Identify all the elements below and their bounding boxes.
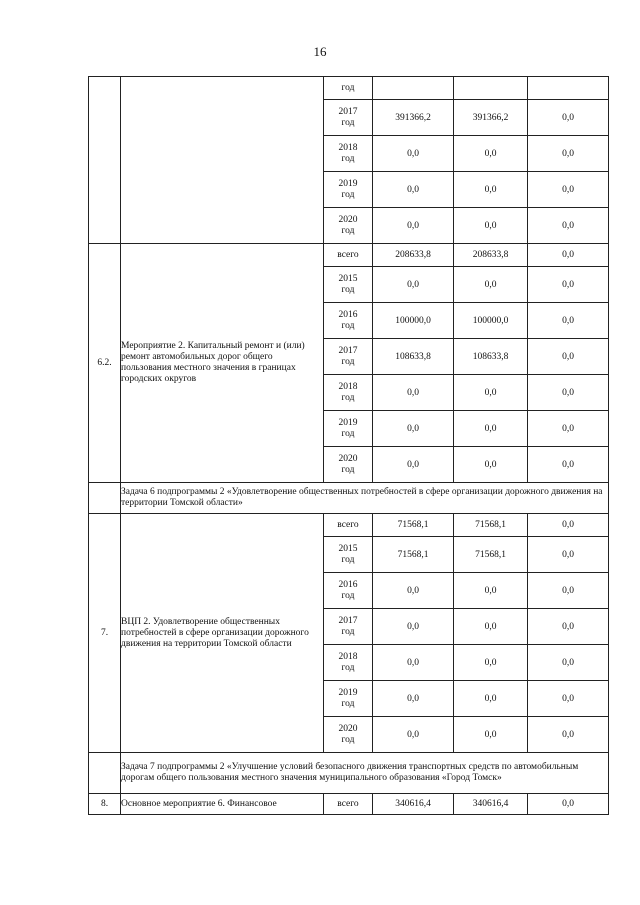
value-total — [373, 77, 454, 100]
item-name — [121, 77, 324, 244]
value-source-1: 0,0 — [454, 375, 528, 411]
value-total: 71568,1 — [373, 537, 454, 573]
value-source-1: 0,0 — [454, 681, 528, 717]
budget-table — [88, 76, 609, 815]
value-source-2: 0,0 — [528, 100, 609, 136]
value-source-2: 0,0 — [528, 208, 609, 244]
period-cell: 2017 год — [324, 100, 373, 136]
period-cell: 2019 год — [324, 411, 373, 447]
value-source-1: 71568,1 — [454, 514, 528, 537]
value-total: 108633,8 — [373, 339, 454, 375]
table-row — [89, 244, 609, 267]
value-source-1: 340616,4 — [454, 794, 528, 815]
period-cell: 2017 год — [324, 339, 373, 375]
value-total: 0,0 — [373, 208, 454, 244]
budget-table-body — [89, 77, 609, 815]
empty-cell — [89, 753, 121, 794]
period-cell: всего — [324, 794, 373, 815]
period-cell: 2016 год — [324, 303, 373, 339]
value-total: 0,0 — [373, 573, 454, 609]
table-row — [89, 77, 609, 100]
value-total: 391366,2 — [373, 100, 454, 136]
value-total: 208633,8 — [373, 244, 454, 267]
value-total: 0,0 — [373, 267, 454, 303]
value-source-2: 0,0 — [528, 717, 609, 753]
value-source-1: 100000,0 — [454, 303, 528, 339]
value-total: 0,0 — [373, 172, 454, 208]
item-number: 8. — [89, 794, 121, 815]
period-cell: 2020 год — [324, 717, 373, 753]
value-total: 0,0 — [373, 136, 454, 172]
item-number: 7. — [89, 514, 121, 753]
value-source-2 — [528, 77, 609, 100]
value-source-2: 0,0 — [528, 411, 609, 447]
value-source-2: 0,0 — [528, 645, 609, 681]
period-cell: всего — [324, 244, 373, 267]
value-total: 0,0 — [373, 609, 454, 645]
value-source-2: 0,0 — [528, 537, 609, 573]
value-source-1: 0,0 — [454, 172, 528, 208]
value-source-2: 0,0 — [528, 447, 609, 483]
value-total: 340616,4 — [373, 794, 454, 815]
item-name: Мероприятие 2. Капитальный ремонт и (или) ремонт автомобильных дорог общего пользования местного значения в границах городских округов — [121, 244, 324, 483]
task-heading: Задача 7 подпрограммы 2 «Улучшение условий безопасного движения транспортных средств по автомобильным дорогам общего пользования местного значения муниципального образования «Город Томск» — [121, 753, 609, 794]
period-cell: 2017 год — [324, 609, 373, 645]
table-row — [89, 514, 609, 537]
value-source-2: 0,0 — [528, 267, 609, 303]
value-total: 100000,0 — [373, 303, 454, 339]
value-source-1: 0,0 — [454, 411, 528, 447]
period-cell: 2018 год — [324, 645, 373, 681]
period-cell: 2018 год — [324, 375, 373, 411]
task-heading: Задача 6 подпрограммы 2 «Удовлетворение общественных потребностей в сфере организации дорожного движения на территории Томской области» — [121, 483, 609, 514]
period-cell: 2016 год — [324, 573, 373, 609]
period-cell: 2018 год — [324, 136, 373, 172]
value-source-2: 0,0 — [528, 794, 609, 815]
period-cell: всего — [324, 514, 373, 537]
value-total: 0,0 — [373, 681, 454, 717]
value-source-1: 0,0 — [454, 645, 528, 681]
value-source-1: 0,0 — [454, 573, 528, 609]
task-row — [89, 483, 609, 514]
value-total: 0,0 — [373, 375, 454, 411]
period-cell: 2019 год — [324, 172, 373, 208]
item-name: Основное мероприятие 6. Финансовое — [121, 794, 324, 815]
value-source-2: 0,0 — [528, 514, 609, 537]
value-source-2: 0,0 — [528, 375, 609, 411]
value-source-2: 0,0 — [528, 303, 609, 339]
period-cell: 2020 год — [324, 447, 373, 483]
value-source-2: 0,0 — [528, 339, 609, 375]
item-number — [89, 77, 121, 244]
value-source-2: 0,0 — [528, 573, 609, 609]
value-source-1: 108633,8 — [454, 339, 528, 375]
value-source-1: 0,0 — [454, 208, 528, 244]
value-source-1: 0,0 — [454, 609, 528, 645]
value-total: 0,0 — [373, 411, 454, 447]
task-row — [89, 753, 609, 794]
value-source-2: 0,0 — [528, 681, 609, 717]
page-number: 16 — [313, 44, 327, 59]
item-number: 6.2. — [89, 244, 121, 483]
value-source-1 — [454, 77, 528, 100]
value-total: 0,0 — [373, 645, 454, 681]
period-cell: 2015 год — [324, 267, 373, 303]
period-cell: 2015 год — [324, 537, 373, 573]
value-source-1: 391366,2 — [454, 100, 528, 136]
value-total: 0,0 — [373, 717, 454, 753]
value-total: 0,0 — [373, 447, 454, 483]
value-source-1: 0,0 — [454, 267, 528, 303]
value-source-1: 0,0 — [454, 136, 528, 172]
value-source-1: 0,0 — [454, 717, 528, 753]
period-cell: 2020 год — [324, 208, 373, 244]
empty-cell — [89, 483, 121, 514]
value-source-1: 0,0 — [454, 447, 528, 483]
value-source-1: 208633,8 — [454, 244, 528, 267]
period-cell: год — [324, 77, 373, 100]
value-total: 71568,1 — [373, 514, 454, 537]
value-source-2: 0,0 — [528, 136, 609, 172]
value-source-2: 0,0 — [528, 609, 609, 645]
value-source-1: 71568,1 — [454, 537, 528, 573]
table-row — [89, 794, 609, 815]
item-name: ВЦП 2. Удовлетворение общественных потребностей в сфере организации дорожного движения на территории Томской области — [121, 514, 324, 753]
value-source-2: 0,0 — [528, 244, 609, 267]
period-cell: 2019 год — [324, 681, 373, 717]
value-source-2: 0,0 — [528, 172, 609, 208]
